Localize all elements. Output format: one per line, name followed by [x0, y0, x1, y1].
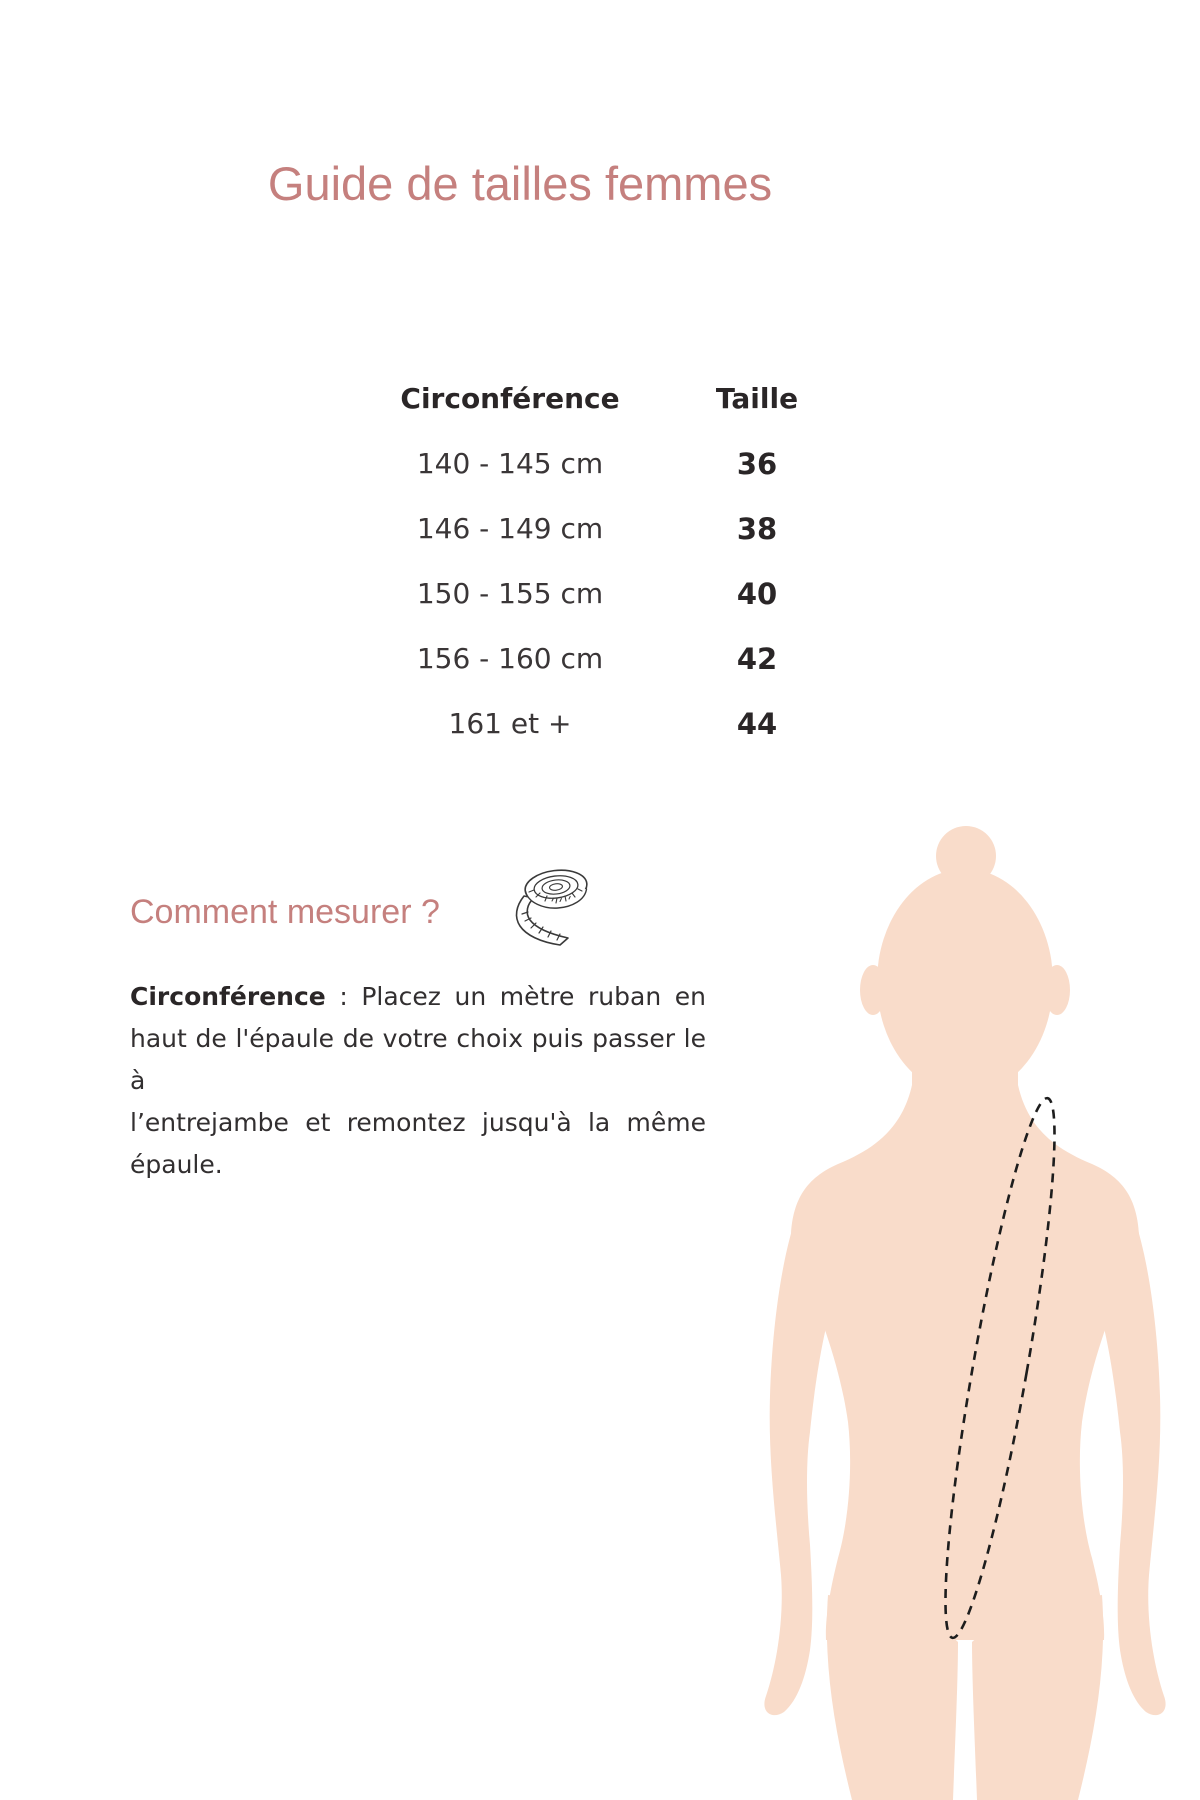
paragraph-line: haut de l'épaule de votre choix puis passer le à	[130, 1024, 706, 1095]
circumference-value: 161 et +	[448, 707, 572, 740]
paragraph-line: Circonférence : Placez un mètre ruban en	[130, 982, 706, 1011]
circumference-value: 150 - 155 cm	[416, 577, 604, 610]
how-to-measure-heading: Comment mesurer ?	[130, 893, 440, 931]
circumference-value: 156 - 160 cm	[416, 642, 604, 675]
size-value: 38	[736, 511, 778, 546]
measure-paragraph	[130, 976, 706, 1186]
paragraph-line: épaule.	[130, 1150, 223, 1179]
circumference-value: 146 - 149 cm	[416, 512, 604, 545]
measuring-tape-icon	[508, 862, 594, 950]
female-silhouette	[660, 820, 1200, 1800]
paragraph-line: l’entrejambe et remontez jusqu'à la même	[130, 1108, 706, 1137]
paragraph-lead: Circonférence	[130, 982, 326, 1011]
page-title: Guide de tailles femmes	[267, 157, 773, 210]
size-value: 42	[736, 641, 778, 676]
column-header-circumference: Circonférence	[400, 382, 620, 415]
circumference-value: 140 - 145 cm	[416, 447, 604, 480]
size-value: 36	[736, 446, 778, 481]
size-value: 40	[736, 576, 778, 611]
size-table	[398, 366, 822, 756]
column-header-size: Taille	[715, 382, 799, 415]
size-value: 44	[736, 706, 778, 741]
